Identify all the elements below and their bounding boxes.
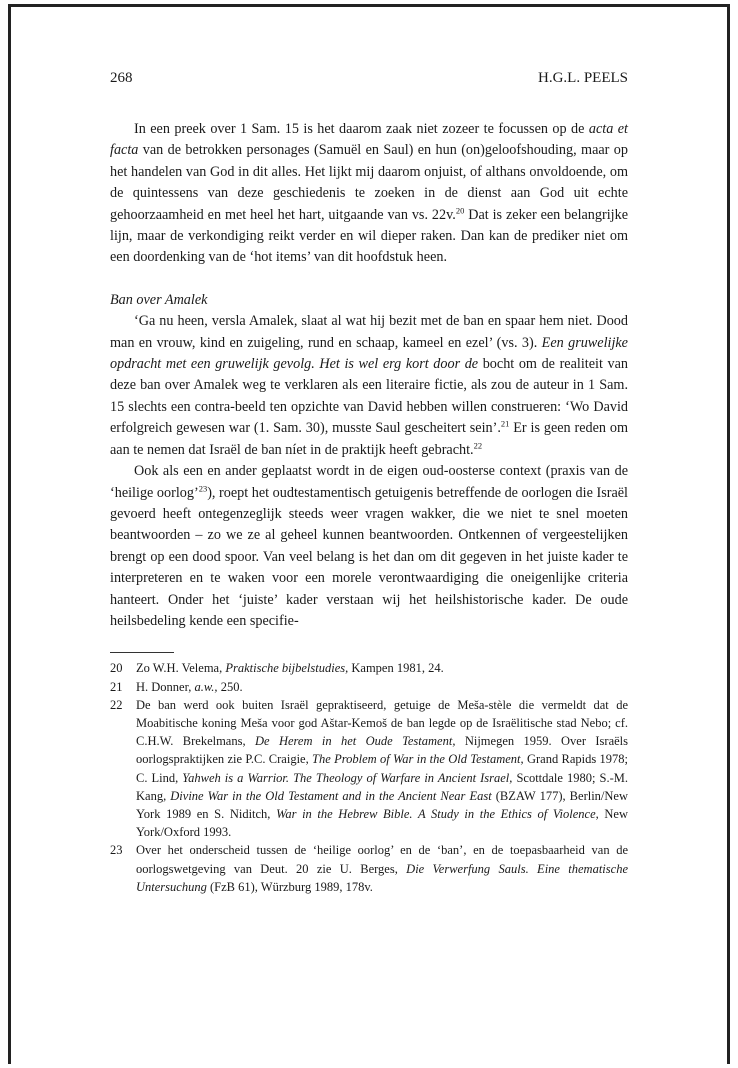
italic-run: De Herem in het Oude Testament,: [254, 734, 456, 749]
footnote-ref-23[interactable]: 23: [198, 482, 208, 493]
text-run: 250.: [217, 679, 243, 694]
italic-run: War in the Hebrew Bible. A Study in the Ethics of Violence,: [276, 806, 599, 821]
footnote-separator: [110, 652, 174, 653]
text-run: Nijmegen 1959. Over Israëls oorlogspraktijken zie P.C. Craigie,: [136, 734, 628, 767]
italic-run: Yahweh is a Warrior. The Theology of Warfare in Ancient Israel,: [182, 770, 513, 785]
footnote-20: [110, 659, 628, 677]
text-run: H. Donner,: [136, 679, 195, 694]
body-text: [110, 119, 628, 632]
paragraph-2: [110, 311, 628, 461]
italic-run: a.w.,: [194, 679, 218, 694]
text-run: Scottdale 1980; S.-M. Kang,: [136, 770, 629, 803]
text-run: ), roept het oudtestamentisch getuigenis betreffende de oorlogen die Israël gevoerd heeft ontegenzeglijk steeds weer vragen wakker, die we niet te snel moeten beantwoorden – zo we ze al geheel kunnen beantwoorden. Ontkennen of vergeestelijken brengt op een dood spoor. Van veel belang is het dan om dit gegeven in het juiste kader te interpreteren en te waken voor een morele verontwaardiging die oneigenlijke criteria hanteert. Onder het ‘juiste’ kader verstaan wij het heilshistorische kader. De oude heilsbedeling kende een specifie-: [110, 484, 628, 629]
text-run: Dat is zeker een belangrijke lijn, maar de verkondiging reikt verder en wil dieper raken. Dan kan de prediker niet om een doordenking van de ‘hot items’ van dit hoofdstuk heen.: [110, 206, 628, 266]
text-run: (FzB 61), Würzburg 1989, 178v.: [206, 879, 373, 894]
footnote-number: 22: [110, 697, 123, 712]
footnotes: [110, 659, 628, 896]
page-border-top: [8, 4, 730, 7]
footnote-number: 21: [110, 679, 123, 694]
page-number: 268: [110, 70, 133, 86]
paragraph-1: [110, 119, 628, 269]
text-run: In een preek over 1 Sam. 15 is het daarom zaak niet zozeer te focussen op de: [134, 121, 589, 137]
italic-run: Die Verwerfung Sauls. Eine thematische Untersuchung: [136, 861, 628, 894]
running-title: H.G.L. PEELS: [538, 70, 628, 86]
paragraph-3: [110, 461, 628, 632]
footnote-ref-22[interactable]: 22: [473, 439, 483, 450]
italic-run: The Problem of War in the Old Testament,: [312, 752, 524, 767]
text-run: (BZAW 177), Berlin/New York 1989 en S. Niditch,: [136, 788, 628, 821]
text-run: Ook als een en ander geplaatst wordt in de eigen oud-oosterse context (praxis van de ‘heilige oorlog’: [110, 463, 628, 501]
running-header: [110, 70, 628, 87]
italic-run: acta et facta: [110, 121, 628, 159]
footnote-number: 20: [110, 661, 123, 676]
text-run: van de betrokken personages (Samuël en Saul) en hun (on)geloofshouding, maar op het handelen van God in dit alles. Het lijkt mij daarom onjuist, of althans onvoldoende, om de quintessens van deze geschiedenis te zoeken in de dienst aan God uit echte gehoorzaamheid en met heel het hart, uitgaande van vs. 22v.: [110, 142, 628, 223]
section-heading: Ban over Amalek: [110, 291, 208, 308]
text-run: ‘Ga nu heen, versla Amalek, slaat al wat hij bezit met de ban en spaar hem niet. Dood man en vrouw, kind en zuigeling, rund en schaap, kameel en ezel’ (vs. 3).: [110, 313, 628, 351]
footnote-ref-21[interactable]: 21: [500, 418, 510, 429]
italic-run: Praktische bijbelstudies,: [225, 661, 349, 676]
footnote-22: [110, 696, 628, 842]
page-border-left: [8, 4, 11, 1064]
footnote-number: 23: [110, 843, 123, 858]
text-run: Er is geen reden om aan te nemen dat Israël de ban níet in de praktijk heeft gebracht.: [110, 420, 628, 458]
text-run: Over het onderscheid tussen de ‘heilige oorlog’ en de ‘ban’, en de toepasbaarheid van de oorlogswetgeving van Deut. 20 zie U. Berges,: [136, 843, 628, 876]
footnote-23: [110, 841, 628, 896]
page-border-right: [727, 4, 730, 1064]
text-run: New York/Oxford 1993.: [136, 806, 628, 840]
italic-run: Divine War in the Old Testament and in the Ancient Near East: [170, 788, 492, 803]
italic-run: Een gruwelijke opdracht met een gruwelijk gevolg. Het is wel erg kort door de: [110, 334, 628, 373]
text-run: Zo W.H. Velema,: [136, 661, 226, 676]
page-content: [110, 70, 628, 896]
text-run: Grand Rapids 1978; C. Lind,: [136, 752, 628, 785]
footnote-21: [110, 678, 628, 696]
text-run: Kampen 1981, 24.: [348, 661, 444, 676]
footnote-ref-20[interactable]: 20: [455, 204, 465, 215]
text-run: bocht om de realiteit van deze ban over Amalek weg te verklaren als een literaire fictie, als zou de auteur in 1 Sam. 15 slechts een contra-beeld ten opzichte van David hebben willen construeren: ‘Wo David erfolgreich gewesen war (1. Sam. 30), musste Saul gescheitert sein’.: [110, 356, 628, 437]
text-run: De ban werd ook buiten Israël gepraktiseerd, getuige de Meša-stèle die vermeldt dat de Moabitische koning Meša voor god Aštar-Kemoš de ban legde op de Israëlitische stad Nebo; cf. C.H.W. Brekelmans,: [136, 697, 628, 749]
